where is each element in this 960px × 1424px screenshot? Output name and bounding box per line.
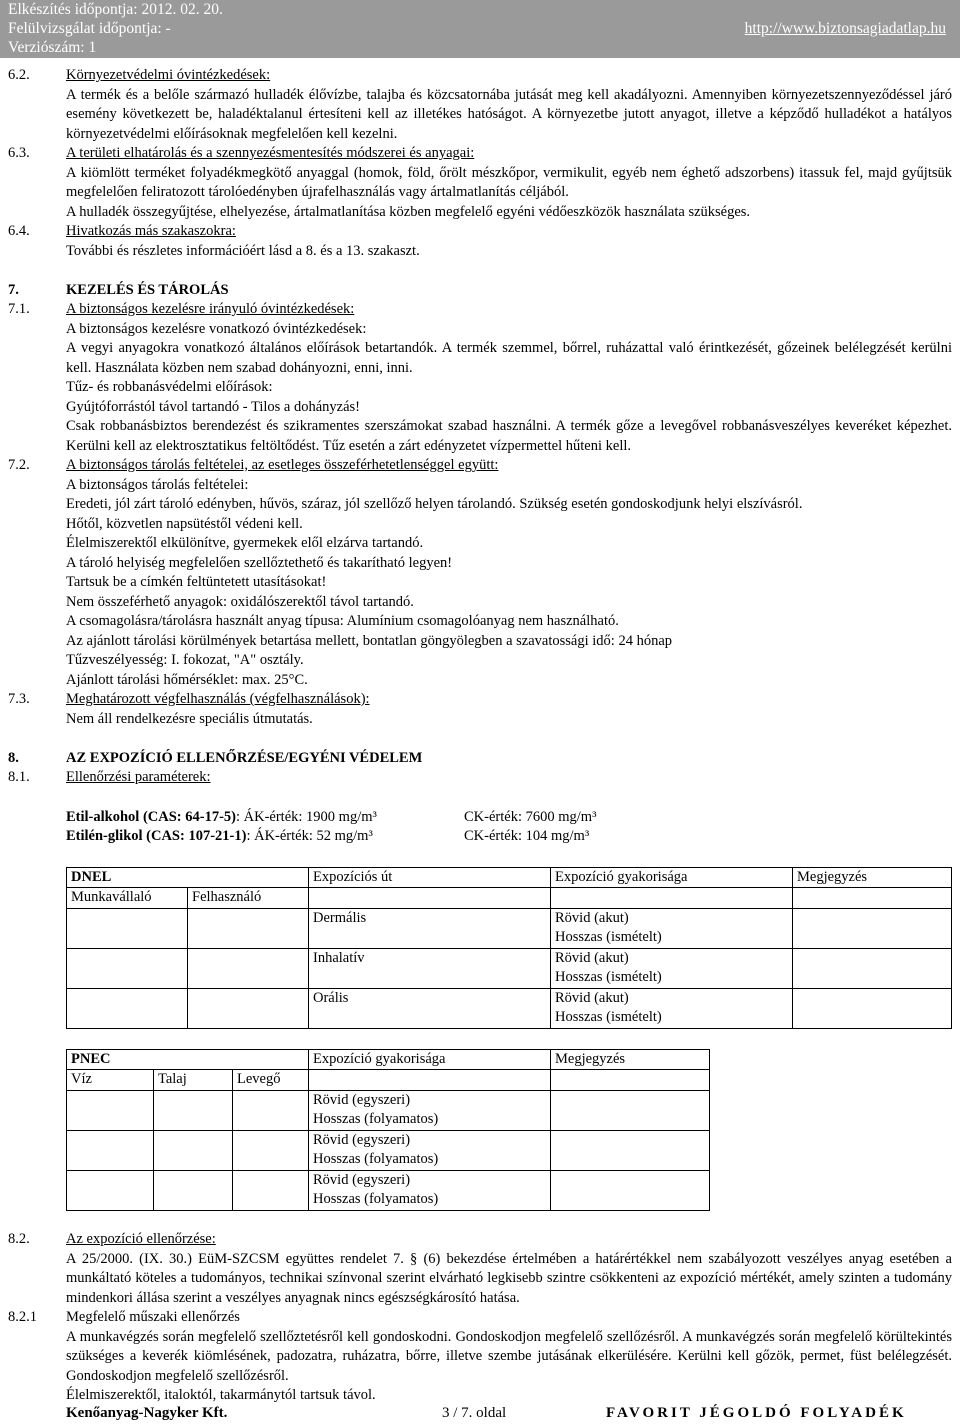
chapter-number: 8. (8, 749, 19, 766)
frequency-cell: Rövid (akut) Hosszas (ismételt) (551, 948, 793, 988)
section-text: Csak robbanásbiztos berendezést és szikramentes szerszámokat szabad használni. A termék gőze a levegővel robbanásveszélyes keveréket képezhet. Kerülni kell az elektrosztatikus feltöltődést. Tűz esetén a zárt edényzetet vízpermettel hűteni kell. (66, 418, 952, 454)
section-number: 8.1. (8, 769, 30, 785)
dnel-table (66, 867, 952, 1029)
section-title: Az expozíció ellenőrzése: (66, 1231, 216, 1247)
soil-header: Talaj (154, 1070, 233, 1091)
section-text: Hőtől, közvetlen napsütéstől védeni kell. (66, 515, 303, 532)
water-header: Víz (67, 1070, 154, 1091)
section-number: 8.2.1 (8, 1309, 37, 1325)
section-text: A 25/2000. (IX. 30.) EüM-SZCSM együttes rendelet 7. § (6) bekezdése értelmében a határértékkel nem szabályozott veszélyes anyag esetében a munkáltató köteles a tudományos, technikai színvonal szerint elvárható legkisebb szintre csökkenteni az expozíció mértékét, amely szinten a tudomány mindenkori állása szerint a veszélyes anyagnak nincs egészségkárosító hatása. (66, 1250, 952, 1306)
page-number: 3 / 7. oldal (442, 1405, 507, 1421)
exposure-limits (66, 808, 952, 847)
section-7-3 (8, 690, 952, 729)
section-text: A tároló helyiség megfelelően szellőztethető és takarítható legyen! (66, 554, 453, 571)
frequency-header: Expozíció gyakorisága (551, 867, 793, 888)
section-text: További és részletes információért lásd a 8. és a 13. szakaszt. (66, 242, 420, 259)
pnec-title: PNEC (67, 1049, 309, 1070)
section-text: Tűzveszélyesség: I. fokozat, "A" osztály. (66, 652, 304, 668)
section-text: A biztonságos tárolás feltételei: (66, 476, 249, 493)
version-number: Verziószám: 1 (8, 39, 97, 56)
section-text: Tartsuk be a címkén feltüntetett utasításokat! (66, 574, 327, 590)
section-text: Gyújtóforrástól távol tartandó - Tilos a dohányzás! (66, 398, 360, 415)
frequency-cell: Rövid (akut) Hosszas (ismételt) (551, 988, 793, 1028)
section-number: 6.4. (8, 223, 30, 239)
section-8-2-1 (8, 1308, 952, 1406)
section-6-3 (8, 144, 952, 222)
frequency-cell: Rövid (egyszeri) Hosszas (folyamatos) (309, 1130, 551, 1170)
route-header: Expozíciós út (309, 867, 551, 888)
section-text: Nem összeférhető anyagok: oxidálószerektől távol tartandó. (66, 593, 414, 610)
section-text: Eredeti, jól zárt tároló edényben, hűvös, száraz, jól szellőző helyen tárolandó. Szükség esetén gondoskodjunk helyi elszívásról. (66, 496, 803, 512)
company-name: Kenőanyag-Nagyker Kft. (66, 1405, 228, 1421)
ck-value: CK-érték: 7600 mg/m³ (464, 808, 597, 825)
section-title: Ellenőrzési paraméterek: (66, 769, 211, 785)
ak-value: : ÁK-érték: 1900 mg/m³ (235, 808, 377, 825)
note-header: Megjegyzés (793, 867, 952, 888)
ak-value: : ÁK-érték: 52 mg/m³ (246, 828, 373, 844)
section-text: Ajánlott tárolási hőmérséklet: max. 25°C. (66, 671, 308, 688)
section-text: A kiömlött terméket folyadékmegkötő anyaggal (homok, föld, őrölt mészkőpor, vermikulit, egyéb nem éghető adszorbens) itassuk fel, majd gyűjtsük megfelelően feliratozott tárolóedényben újrafelhasználás vagy ártalmatlanítás céljából. (66, 164, 952, 200)
section-number: 6.2. (8, 67, 30, 83)
route-cell: Orális (309, 988, 551, 1028)
section-text: A hulladék összegyűjtése, elhelyezése, ártalmatlanítása közben megfelelő egyéni védőeszközök használata szükséges. (66, 203, 751, 220)
section-title: Meghatározott végfelhasználás (végfelhasználások): (66, 691, 370, 707)
frequency-cell: Rövid (akut) Hosszas (ismételt) (551, 908, 793, 948)
section-8-1 (8, 768, 952, 788)
pnec-table (66, 1049, 710, 1211)
section-number: 8.2. (8, 1231, 30, 1247)
section-title: A biztonságos kezelésre irányuló óvintézkedések: (66, 301, 355, 317)
product-name: FAVORIT JÉGOLDÓ FOLYADÉK (606, 1405, 907, 1421)
frequency-header: Expozíció gyakorisága (309, 1049, 551, 1070)
section-number: 7.1. (8, 301, 30, 317)
section-title: A területi elhatárolás és a szennyezésmentesítés módszerei és anyagai: (66, 145, 475, 161)
header-info (8, 0, 223, 57)
chapter-8 (8, 749, 952, 769)
chapter-title: KEZELÉS ÉS TÁROLÁS (66, 281, 229, 298)
section-number: 7.2. (8, 457, 30, 473)
air-header: Levegő (233, 1070, 309, 1091)
chapter-7 (8, 281, 952, 301)
chapter-title: AZ EXPOZÍCIÓ ELLENŐRZÉSE/EGYÉNI VÉDELEM (66, 749, 423, 766)
section-text: Az ajánlott tárolási körülmények betartása mellett, bontatlan göngyölegben a szavatossági idő: 24 hónap (66, 632, 673, 649)
section-text: Élelmiszerektől elkülönítve, gyermekek elől elzárva tartandó. (66, 535, 424, 551)
frequency-cell: Rövid (egyszeri) Hosszas (folyamatos) (309, 1170, 551, 1210)
section-6-2 (8, 66, 952, 144)
section-7-1 (8, 300, 952, 456)
route-cell: Inhalatív (309, 948, 551, 988)
section-number: 6.3. (8, 145, 30, 161)
substance-name: Etil-alkohol (CAS: 64-17-5) (66, 808, 236, 825)
section-text: Élelmiszerektől, italoktól, takarmánytól tartsuk távol. (66, 1387, 376, 1403)
exposure-row (66, 808, 952, 828)
review-date: Felülvizsgálat időpontja: - (8, 20, 171, 37)
section-title: Környezetvédelmi óvintézkedések: (66, 67, 271, 83)
section-number: 7.3. (8, 691, 30, 707)
section-title: A biztonságos tárolás feltételei, az esetleges összeférhetetlenséggel együtt: (66, 457, 499, 473)
section-text: A biztonságos kezelésre vonatkozó óvintézkedések: (66, 320, 367, 337)
document-body (8, 66, 952, 1406)
frequency-cell: Rövid (egyszeri) Hosszas (folyamatos) (309, 1090, 551, 1130)
page-header (0, 0, 960, 58)
dnel-title: DNEL (67, 867, 309, 888)
section-text: Nem áll rendelkezésre speciális útmutatás. (66, 710, 313, 727)
substance-name: Etilén-glikol (CAS: 107-21-1) (66, 828, 247, 844)
creation-date: Elkészítés időpontja: 2012. 02. 20. (8, 1, 223, 18)
ck-value: CK-érték: 104 mg/m³ (464, 828, 590, 844)
section-text: A vegyi anyagokra vonatkozó általános előírások betartandók. A termék szemmel, bőrrel, ruházattal való érintkezését, gőzeinek belélegzését kerülni kell. Használata közben nem szabad dohányozni, enni, inni. (66, 340, 952, 376)
section-text: A csomagolásra/tárolásra használt anyag típusa: Alumínium csomagolóanyag nem használható. (66, 613, 619, 629)
exposure-row (66, 827, 952, 847)
section-text: A munkavégzés során megfelelő szellőztetésről kell gondoskodni. Gondoskodjon megfelelő szellőzésről. A munkavégzés során megfelelő körültekintés szükséges a keverék kiömlésének, padozatra, ruházatra, bőrre, illetve szembe jutásának elkerülésére. Kerülni kell gőzök, permet, füst belélegzését. Gondoskodjon megfelelő szellőzésről. (66, 1328, 952, 1384)
user-header: Felhasználó (188, 888, 309, 909)
section-text: A termék és a belőle származó hulladék élővízbe, talajba és közcsatornába jutását meg kell akadályozni. Amennyiben környezetszennyeződéssel járó esemény következett be, haladéktalanul értesíteni kell az illetékes hatóságot. A környezetbe jutott anyagot, illetve a képződő hulladékot a hatályos környezetvédelmi előírásoknak megfelelően kell kezelni. (66, 86, 952, 142)
section-title: Hivatkozás más szakaszokra: (66, 223, 236, 239)
route-cell: Dermális (309, 908, 551, 948)
page-footer (0, 1404, 960, 1424)
note-header: Megjegyzés (551, 1049, 710, 1070)
worker-header: Munkavállaló (67, 888, 188, 909)
website-link[interactable]: http://www.biztonsagiadatlap.hu (744, 20, 946, 37)
section-title: Megfelelő műszaki ellenőrzés (66, 1309, 240, 1325)
section-7-2 (8, 456, 952, 690)
section-6-4 (8, 222, 952, 261)
chapter-number: 7. (8, 281, 19, 298)
section-8-2 (8, 1230, 952, 1308)
section-text: Tűz- és robbanásvédelmi előírások: (66, 379, 273, 395)
